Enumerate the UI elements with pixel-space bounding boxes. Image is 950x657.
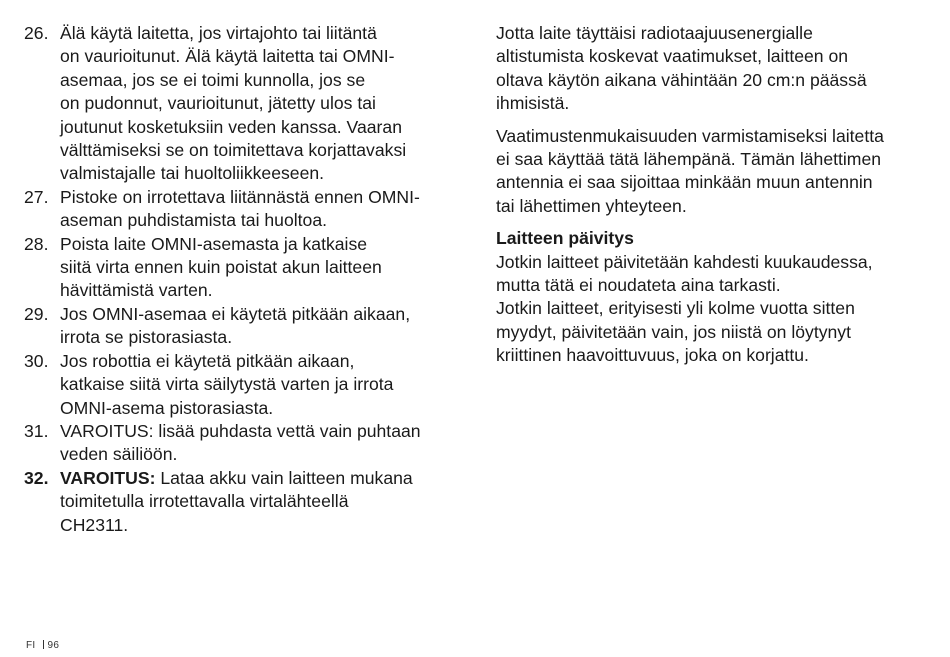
rf-exposure-paragraph: Jotta laite täyttäisi radiotaajuusenergialle altistumista koskevat vaatimukset, laitteen on oltava käytön aikana vähintään 20 cm:n päässä ihmisistä. [496, 23, 867, 114]
list-item [24, 467, 464, 537]
footer-language: FI [26, 640, 36, 651]
item-number: 30. [24, 350, 49, 371]
item-number: 28. [24, 233, 49, 254]
page-number: 96 [47, 640, 60, 651]
warning-label: VAROITUS: [60, 467, 156, 488]
list-item [24, 420, 464, 467]
item-number: 32. [24, 467, 49, 488]
list-item [24, 233, 464, 303]
item-text: VAROITUS: lisää puhdasta vettä vain puhtaan veden säiliöön. [60, 420, 421, 465]
item-number: 31. [24, 420, 49, 441]
item-text: Jos robottia ei käytetä pitkään aikaan, katkaise siitä virta säilytystä varten ja irrota OMNI-asema pistorasiasta. [60, 350, 394, 418]
update-heading: Laitteen päivitys [496, 228, 634, 249]
list-item [24, 22, 464, 186]
item-text: Pistoke on irrotettava liitännästä ennen OMNI- aseman puhdistamista tai huoltoa. [60, 186, 420, 231]
right-column [496, 22, 926, 368]
item-number: 29. [24, 303, 49, 324]
left-column [24, 22, 464, 537]
item-text: Älä käytä laitetta, jos virtajohto tai liitäntä on vaurioitunut. Älä käytä laitetta tai OMNI- asemaa, jos se ei toimi kunnolla, jos se on pudonnut, vaurioitunut, jätetty ulos tai joutunut kosketuksiin veden kanssa. Vaaran välttämiseksi se on toimitettava korjattavaksi valmistajalle tai huoltoliikkeeseen. [60, 23, 407, 184]
item-text: Poista laite OMNI-asemasta ja katkaise siitä virta ennen kuin poistat akun laitteen hävittämistä varten. [60, 233, 382, 301]
footer-divider [43, 640, 44, 649]
item-text: Lataa akku vain laitteen mukana toimitetulla irrotettavalla virtalähteellä CH2311. [60, 467, 413, 535]
compliance-paragraph: Vaatimustenmukaisuuden varmistamiseksi laitetta ei saa käyttää tätä lähempänä. Tämän lähettimen antennia ei saa sijoittaa minkään muun antennin tai lähettimen yhteyteen. [496, 125, 884, 216]
item-text: Jos OMNI-asemaa ei käytetä pitkään aikaan, irrota se pistorasiasta. [60, 303, 411, 348]
update-paragraph-1: Jotkin laitteet päivitetään kahdesti kuukaudessa, mutta tätä ei noudateta aina tarkasti. [496, 251, 873, 296]
list-item [24, 303, 464, 350]
list-item [24, 350, 464, 420]
list-item [24, 186, 464, 233]
update-paragraph-2: Jotkin laitteet, erityisesti yli kolme vuotta sitten myydyt, päivitetään vain, jos niistä on löytynyt kriittinen haavoittuvuus, joka on korjattu. [496, 298, 855, 366]
page-footer [26, 640, 59, 651]
item-number: 26. [24, 23, 49, 43]
item-number: 27. [24, 186, 49, 207]
